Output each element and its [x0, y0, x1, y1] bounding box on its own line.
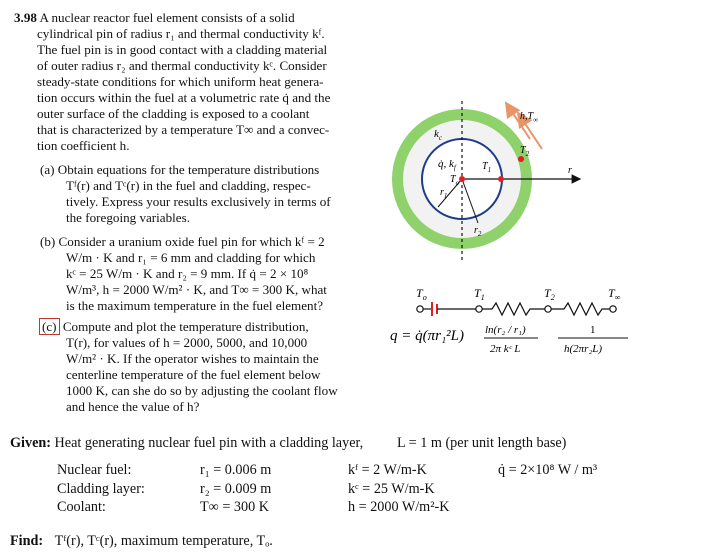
t2-dot — [518, 156, 524, 162]
part-a-line-2: tively. Express your results exclusively in terms of — [66, 194, 331, 209]
problem-line-6: outer surface of the cladding is exposed to a coolant — [37, 106, 310, 121]
node-to — [417, 306, 423, 312]
given-header — [10, 434, 363, 452]
cladding-radius: r₂ = 0.009 m — [200, 481, 272, 497]
problem-line-8: tion coefficient h. — [37, 138, 130, 153]
fuel-generation: q̇ = 2×10⁸ W / m³ — [498, 462, 598, 478]
cladding-resistor — [482, 303, 545, 315]
part-c-line-5: and hence the value of h? — [66, 399, 200, 414]
coolant-name: Coolant: — [57, 499, 106, 515]
kc-label: $k_c$ — [434, 128, 442, 142]
part-c-line-0: (c) Compute and plot the temperature distribution, — [42, 319, 309, 335]
node-t2-label: $T_2$ — [544, 286, 555, 302]
fuel-k: kᶠ = 2 W/m-K — [348, 462, 427, 478]
part-c-line-1: T(r), for values of h = 2000, 5000, and 10,000 — [66, 335, 308, 350]
r1-label: $r_1$ — [440, 187, 448, 200]
part-a-line-3: the foregoing variables. — [66, 210, 190, 225]
to-label: $T_o$ — [450, 174, 460, 187]
node-t1-label: $T_1$ — [474, 286, 485, 302]
coolant-temp: T∞ = 300 K — [200, 499, 269, 515]
part-c-label: (c) — [39, 318, 60, 335]
fuel-pin-diagram — [390, 95, 620, 275]
clad-resistance-numerator: ln(r₂ / r₁) — [485, 324, 526, 336]
t2-label: $T_2$ — [520, 145, 530, 158]
fuel-name: Nuclear fuel: — [57, 462, 132, 478]
given-length-note: L = 1 m (per unit length base) — [397, 435, 567, 451]
problem-line-5: tion occurs within the fuel at a volumetric rate q̇ and the — [37, 90, 331, 105]
problem-line-4: steady-state conditions for which uniform heat genera- — [37, 74, 324, 89]
fuel-radius: r₁ = 0.006 m — [200, 462, 272, 478]
find-label: Find: — [10, 533, 44, 549]
qk-label: q̇, $k_f$ — [438, 158, 456, 172]
coolant-h: h = 2000 W/m²-K — [348, 499, 450, 515]
source-expression: q = q̇(πr₁²L) — [390, 328, 465, 344]
problem-line-0: 3.98 A nuclear reactor fuel element consists of a solid — [14, 10, 295, 25]
problem-number: 3.98 — [14, 10, 37, 25]
thermal-circuit — [388, 285, 668, 375]
cladding-k: kᶜ = 25 W/m-K — [348, 481, 435, 497]
given-label: Given: — [10, 435, 51, 451]
find-row — [10, 532, 273, 550]
given-summary: Heat generating nuclear fuel pin with a cladding layer, — [54, 435, 364, 451]
node-tinf — [610, 306, 616, 312]
part-a-line-1: Tᶠ(r) and Tᶜ(r) in the fuel and cladding, respec- — [66, 178, 311, 193]
t1-label: $T_1$ — [482, 161, 492, 174]
part-b-line-2: kᶜ = 25 W/m · K and r₂ = 9 mm. If q̇ = 2 × 10⁸ — [66, 266, 309, 281]
part-b-line-4: is the maximum temperature in the fuel element? — [66, 298, 324, 313]
node-to-label: $T_o$ — [416, 286, 427, 302]
part-a-line-0: (a) Obtain equations for the temperature distributions — [40, 162, 320, 177]
node-tinf-label: $T_\infty$ — [608, 286, 621, 302]
conv-resistance-denominator: h(2πr₂L) — [564, 343, 603, 355]
t1-dot — [498, 176, 504, 182]
h-tinf-label: $h,T_\infty$ — [520, 111, 539, 124]
part-b-line-1: W/m · K and r₁ = 6 mm and cladding for which — [66, 250, 316, 265]
problem-line-3: of outer radius r₂ and thermal conductivity kᶜ. Consider — [37, 58, 327, 73]
convection-resistor — [551, 303, 610, 315]
node-t1 — [476, 306, 482, 312]
part-b-line-0: (b) Consider a uranium oxide fuel pin for which kᶠ = 2 — [40, 234, 325, 249]
problem-line-2: The fuel pin is in good contact with a cladding material — [37, 42, 328, 57]
r-axis-label: r — [568, 165, 572, 176]
part-c-line-2: W/m² · K. If the operator wishes to maintain the — [66, 351, 319, 366]
problem-line-7: that is characterized by a temperature T∞ and a convec- — [37, 122, 330, 137]
part-c-line-3: centerline temperature of the fuel element below — [66, 367, 321, 382]
part-b-line-3: W/m³, h = 2000 W/m² · K, and T∞ = 300 K, what — [66, 282, 327, 297]
problem-line-1: cylindrical pin of radius r₁ and thermal conductivity kᶠ. — [37, 26, 325, 41]
center-dot — [459, 176, 465, 182]
conv-resistance-numerator: 1 — [590, 324, 596, 336]
find-text: Tᶠ(r), Tᶜ(r), maximum temperature, Tₒ. — [54, 533, 273, 549]
cladding-name: Cladding layer: — [57, 481, 145, 497]
r2-label: $r_2$ — [474, 225, 482, 238]
clad-resistance-denominator: 2π kᶜ L — [490, 343, 521, 355]
node-t2 — [545, 306, 551, 312]
part-c-line-4: 1000 K, can she do so by adjusting the coolant flow — [66, 383, 338, 398]
